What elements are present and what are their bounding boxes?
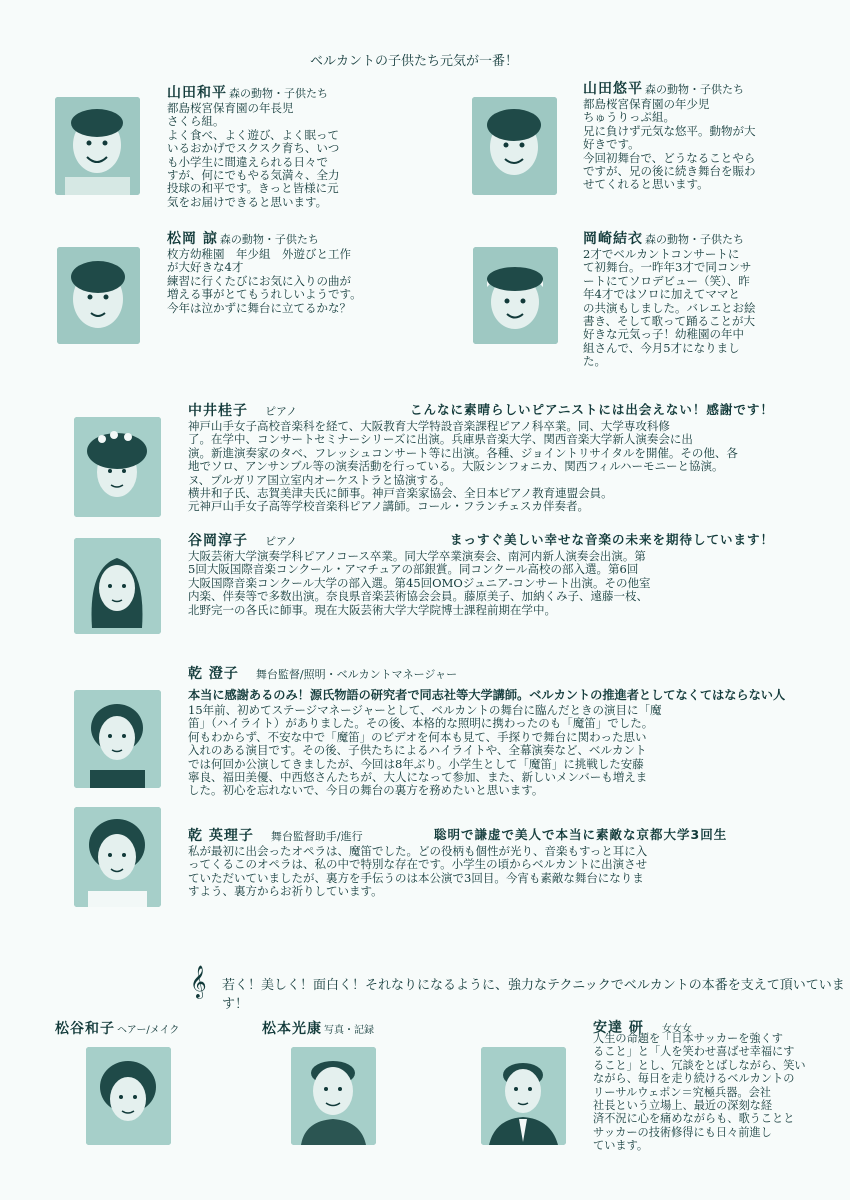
child-bio: 都島桜宮保育園の年少児 ちゅうりっぷ組。 兄に負けず元気な悠平。動物が大 好きです。 今回初舞台で、どうなることやら ですが、兄の後に続き舞台を賑わ せてくれると思います。 <box>583 97 756 192</box>
staff-tagline: まっすぐ美しい幸せな音楽の未来を期待しています！ <box>450 532 775 547</box>
staff-tagline: 聡明で謙虚で美人で本当に素敵な京都大学3回生 <box>434 827 728 842</box>
child-role: 森の動物・子供たち <box>219 233 319 246</box>
child-block-kazuhei <box>167 82 340 209</box>
child-name: 岡崎結衣 <box>583 231 643 247</box>
staff-bio: 神戸山手女子高校音楽科を経て、大阪教育大学特設音楽課程ピアノ科卒業。同、大学専攻科修 了。在学中、コンサートセミナーシリーズに出演。兵庫県音楽大学、関西音楽大学新人演奏会に出 演。新進演奏家のタベ、フレッシュコンサート等に出演。各種、ジョイントリサイタルを開催。その他、各 地でソロ、アンサンブル等の演奏活動を行っている。大阪シンフォニカ、関西フィルハーモニーと協演。 ヌ、ブルガリア国立室内オーケストラと協演する。 横井和子氏、志賀美津夫氏に師事。神戸音楽家協会、全日本ピアノ教育連盟会員。 元神戸山手女子高等学校音楽科ピアノ講師。コール・フランチェスカ伴奏者。 <box>188 419 738 514</box>
staff-role: ピアノ <box>265 405 298 418</box>
staff-photo-tanioka <box>74 538 161 634</box>
staff-block-inui-sumiko <box>188 663 788 683</box>
staff-block-inui-eriko <box>188 825 808 899</box>
child-bio: 枚方幼稚園 年少組 外遊びと工作 が大好きな4才 練習に行くたびにお気に入りの曲が 増える事がとてもうれしいようです。 今年は泣かずに舞台に立てるかな？ <box>167 247 362 315</box>
page-title: ベルカントの子供たち元気が一番！ <box>310 54 519 69</box>
child-block-yui <box>583 228 756 369</box>
child-block-yuhei <box>583 78 756 192</box>
support-header-matsutani <box>55 1018 179 1038</box>
child-photo-ryo <box>57 247 140 344</box>
staff-bio: 私が最初に出会ったオペラは、魔笛でした。どの役柄も個性が光り、音楽もすっと耳に入 ってくるこのオペラは、私の中で特別な存在です。小学生の頃からベルカントに出演させ ていただいていましたが、裏方を手伝うのは本公演で3回目。今宵も素敵な舞台になりま すよう、裏方からお祈りしています。 <box>188 844 648 899</box>
support-role: 写真・記録 <box>324 1025 374 1036</box>
child-name: 山田和平 <box>167 85 227 101</box>
staff-bio-inui-sumiko: 15年前、初めてステージマネージャーとして、ベルカントの舞台に臨んだときの演目に「魔 笛」（ハイライト）がありました。その後、本格的な照明に携わったのも「魔笛」でした。 何もわからず、不安な中で「魔笛」のビデオを何本も見て、手探りで舞台に関わった思い 入れのある演目です。その後、子供たちによるハイライトや、全幕演奏など、ベルカント では何回か公演してきましたが、今回は8年ぶり。小学生として「魔笛」に挑戦した安藤 寧良、福田美優、中西悠さんたちが、大人になって参加、また、新しいメンバーも増えま した。初心を忘れないで、今日の舞台の裏方を務めたいと思います。 <box>188 703 662 798</box>
support-header-matsumoto <box>262 1018 374 1038</box>
child-photo-kazuhei <box>55 97 140 195</box>
support-role: 女女女 <box>661 1024 692 1035</box>
child-name: 松岡 諒 <box>167 231 218 247</box>
support-name: 安達 研 <box>593 1020 644 1036</box>
child-bio: 2才でベルカントコンサートに て初舞台。一昨年3才で同コンサ ートにてソロデビュー（笑）、昨 年4才ではソロに加えてママと の共演もしました。バレエとお絵 書き、そして歌って踊ることが大 好きな元気っ子！幼稚園の年中 組さんで、今月5才になりまし た。 <box>583 247 756 369</box>
child-role: 森の動物・子供たち <box>645 83 744 96</box>
staff-photo-inui-eriko <box>74 807 161 907</box>
staff-name: 乾 澄子 <box>188 666 239 682</box>
treble-clef-icon: 𝄞 <box>190 965 207 998</box>
child-role: 森の動物・子供たち <box>229 87 328 100</box>
child-photo-yui <box>473 247 558 344</box>
bottom-banner: 若く！美しく！面白く！それなりになるように、強力なテクニックでベルカントの本番を支えて頂いています！ <box>222 978 845 1012</box>
support-bio-adachi: 人生の命題を「日本サッカーを強くす ること」と「人を笑わせ喜ばせ幸福にす ること」とし、冗談をとばしながら、笑い ながら、毎日を走り続けるベルカントの リーサルウェポン＝究極兵器。会社 社長という立場上、最近の深刻な経 済不況に心を痛めながらも、歌うことと サッカーの技術修得にも日々前進し ています。 <box>593 1032 806 1153</box>
child-bio: 都島桜宮保育園の年長児 さくら組。 よく食べ、よく遊び、よく眠って いるおかげでスクスク育ち、いつ も小学生に間違えられる日々で すが、何にでもやる気満々、全力 投球の和平です。きっと皆様に元 気をお届けできると思います。 <box>167 101 340 209</box>
support-name: 松谷和子 <box>55 1021 115 1037</box>
support-name: 松本光康 <box>262 1021 322 1037</box>
staff-photo-inui-sumiko <box>74 690 161 788</box>
staff-block-tanioka <box>188 530 788 617</box>
staff-role: ピアノ <box>265 535 298 548</box>
support-photo-matsumoto <box>291 1047 376 1145</box>
support-photo-matsutani <box>86 1047 171 1145</box>
staff-role: 舞台監督助手/進行 <box>270 830 363 843</box>
staff-name: 中井桂子 <box>188 403 248 419</box>
child-name: 山田悠平 <box>583 81 643 97</box>
staff-name: 乾 英理子 <box>188 828 254 844</box>
child-block-ryo <box>167 228 362 315</box>
staff-name: 谷岡淳子 <box>188 533 248 549</box>
child-role: 森の動物・子供たち <box>645 233 744 246</box>
child-photo-yuhei <box>472 97 557 195</box>
staff-tagline-inui-sumiko: 本当に感謝あるのみ！源氏物語の研究者で同志社等大学講師。ベルカントの推進者としてなくてはならない人 <box>188 688 786 702</box>
staff-block-nakai <box>188 400 788 514</box>
support-photo-adachi <box>481 1047 566 1145</box>
staff-photo-nakai <box>74 417 161 517</box>
staff-tagline: こんなに素晴らしいピアニストには出会えない！感謝です！ <box>410 402 774 417</box>
support-role: ヘアー/メイク <box>117 1025 180 1036</box>
staff-bio: 大阪芸術大学演奏学科ピアノコース卒業。同大学卒業演奏会、南河内新人演奏会出演。第 5回大阪国際音楽コンクール・アマチュアの部銀賞。同コンクール高校の部入選。第6回 大阪国際音楽コンクール大学の部入選。第45回OMOジュニア-コンサート出演。その他室 内楽、伴奏等で多数出演。奈良県音楽芸術協会会員。藤原美子、加納くみ子、遠藤一枝、 北野完一の各氏に師事。現在大阪芸術大学大学院博士課程前期在学中。 <box>188 549 651 617</box>
staff-role: 舞台監督/照明・ベルカントマネージャー <box>255 668 458 681</box>
